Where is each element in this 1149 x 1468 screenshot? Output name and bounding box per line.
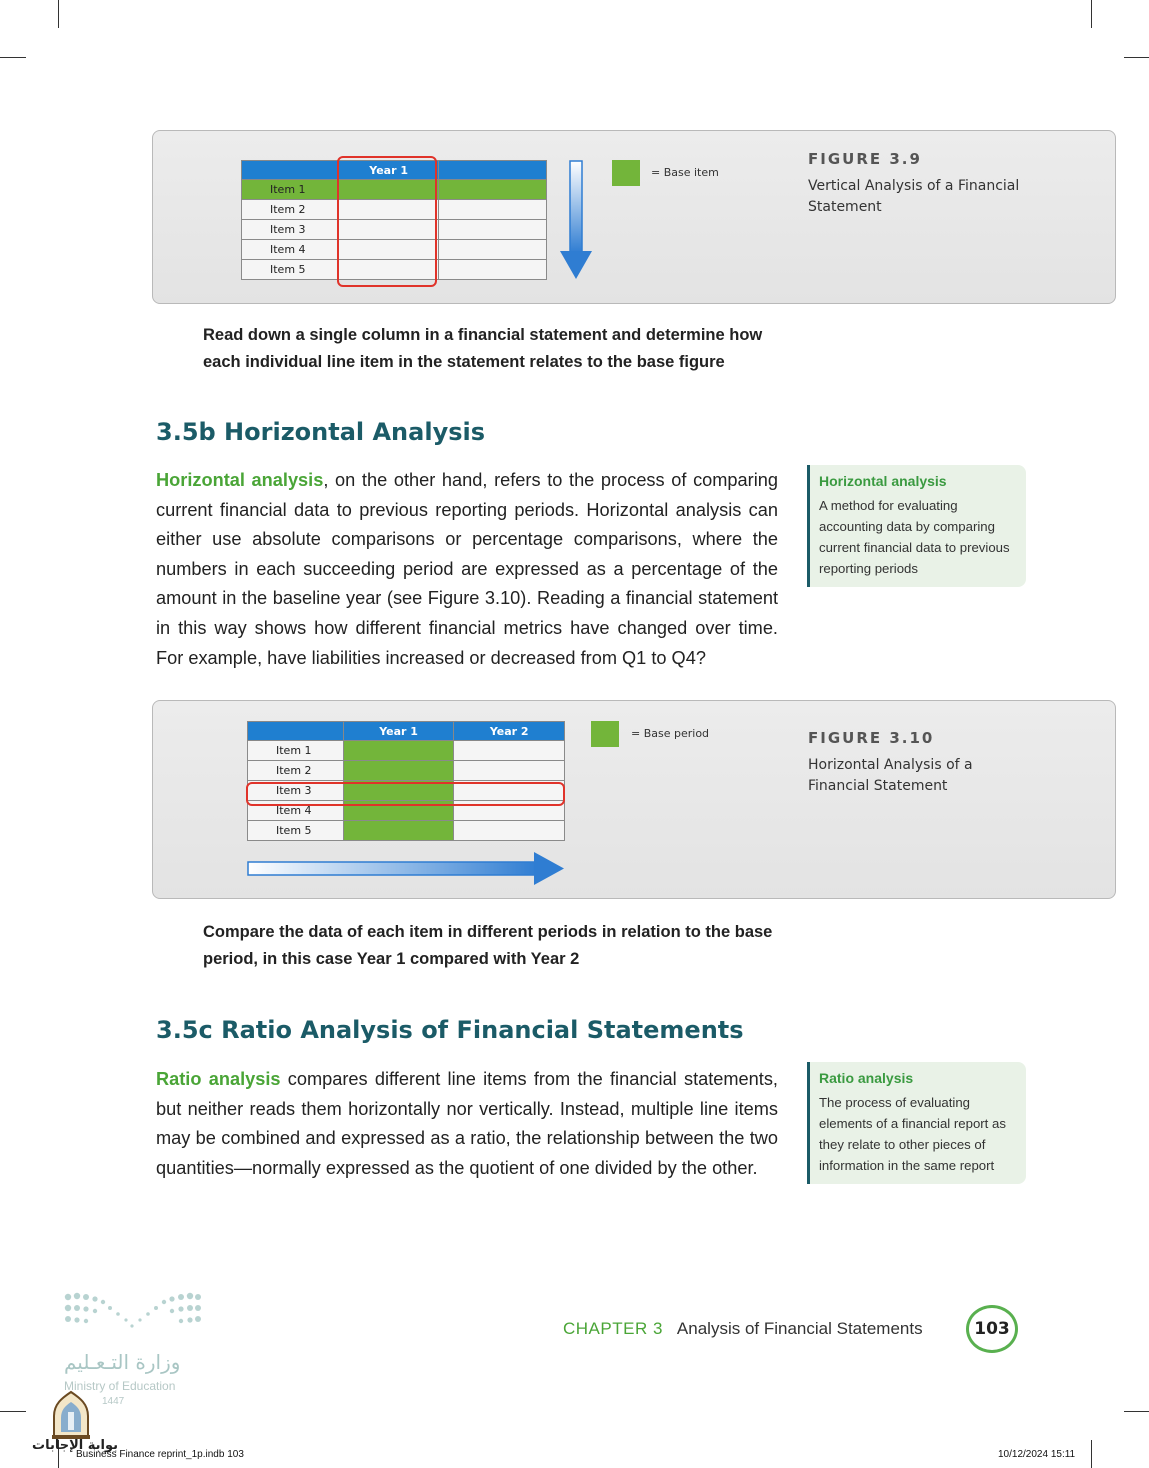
section-heading: 3.5c Ratio Analysis of Financial Statements — [156, 1016, 744, 1044]
page-number: 103 — [966, 1305, 1018, 1353]
row-label: Item 2 — [242, 200, 339, 220]
row-label: Item 3 — [248, 781, 344, 801]
definition-sidebar — [807, 1062, 1026, 1184]
lantern-logo-icon — [48, 1390, 94, 1440]
row-label: Item 1 — [248, 741, 344, 761]
table-row — [248, 741, 565, 761]
ministry-name-english: Ministry of Education — [64, 1379, 176, 1393]
table-cell — [439, 260, 547, 280]
definition-sidebar — [807, 465, 1026, 587]
figure-label: FIGURE 3.9 — [808, 150, 922, 168]
table-header-cell — [248, 722, 344, 741]
row-label: Item 4 — [242, 240, 339, 260]
paragraph-text: , on the other hand, refers to the process of comparing current financial data to previous reporting periods. Horizontal analysis can either use absolute comparisons or percentage comparisons, where the numbers in each succeeding period are expressed as a percentage of the amount in the baseline year (see Figure 3.10). Reading a financial statement in this way shows how different financial metrics have changed over time. For example, have liabilities increased or decreased from Q1 to Q4? — [156, 470, 778, 668]
figure-title: Vertical Analysis of a Financial Statement — [808, 178, 1020, 215]
section-heading: 3.5b Horizontal Analysis — [156, 418, 486, 446]
right-arrow-icon — [246, 851, 566, 887]
crop-mark — [0, 1411, 26, 1412]
table-cell — [439, 180, 547, 200]
base-period-swatch — [591, 721, 619, 747]
crop-mark — [1091, 0, 1092, 28]
crop-mark — [1091, 1440, 1092, 1468]
down-arrow-icon — [559, 159, 593, 281]
table-header-cell — [439, 161, 547, 180]
ministry-name-arabic: وزارة التـعـليم — [64, 1350, 181, 1374]
watermark-arabic: بوابة الإجابات — [32, 1438, 118, 1453]
table-cell — [439, 220, 547, 240]
body-paragraph — [156, 1065, 778, 1183]
figure-3-9-caption: Read down a single column in a financial statement and determine how each individual line item in the statement relates to the base figure — [203, 326, 763, 371]
table-cell — [454, 741, 565, 761]
row-label: Item 4 — [248, 801, 344, 821]
table-header-year1: Year 1 — [338, 161, 439, 180]
definition-title: Ratio analysis — [819, 1070, 914, 1086]
chapter-title: Analysis of Financial Statements — [676, 1319, 923, 1338]
row-label: Item 5 — [248, 821, 344, 841]
chapter-label: CHAPTER 3 — [563, 1319, 663, 1338]
table-cell — [454, 821, 565, 841]
ministry-year: 1447 — [102, 1396, 125, 1407]
crop-mark — [1124, 57, 1149, 58]
figure-title: Horizontal Analysis of a Financial Statement — [808, 757, 973, 794]
body-paragraph — [156, 466, 778, 673]
row-label: Item 5 — [242, 260, 339, 280]
print-slug-date: 10/12/2024 15:11 — [998, 1449, 1076, 1460]
base-period-label: = Base period — [631, 727, 710, 740]
base-item-label: = Base item — [651, 166, 719, 179]
row-highlight — [246, 782, 565, 806]
running-footer — [563, 1319, 923, 1339]
table-cell — [343, 761, 454, 781]
figure-3-9-panel — [152, 130, 1116, 304]
table-header-year2: Year 2 — [454, 722, 565, 741]
paragraph-text: compares different line items from the financial statements, but neither reads them horizontally nor vertically. Instead, multiple line items may be combined and expressed as a ratio, the relationship between the two quantities—normally expressed as the quotient of one divided by the other. — [156, 1069, 778, 1178]
figure-3-10-caption: Compare the data of each item in different periods in relation to the base period, in this case Year 1 compared with Year 2 — [203, 923, 773, 968]
definition-text: A method for evaluating accounting data by comparing current financial data to previous reporting periods — [819, 498, 1010, 576]
base-item-swatch — [612, 160, 640, 186]
figure-label: FIGURE 3.10 — [808, 729, 935, 747]
ministry-logo-icon — [62, 1290, 202, 1340]
table-cell — [439, 240, 547, 260]
row-label: Item 1 — [242, 180, 339, 200]
table-header-cell — [242, 161, 339, 180]
table-cell — [439, 200, 547, 220]
crop-mark — [1124, 1411, 1149, 1412]
horizontal-analysis-table — [247, 721, 565, 841]
key-term: Horizontal analysis — [156, 470, 324, 490]
table-row — [248, 821, 565, 841]
table-cell — [343, 741, 454, 761]
figure-3-10-panel — [152, 700, 1116, 899]
row-label: Item 2 — [248, 761, 344, 781]
key-term: Ratio analysis — [156, 1069, 281, 1089]
crop-mark — [58, 0, 59, 28]
definition-text: The process of evaluating elements of a financial report as they relate to other pieces of information in the same report — [819, 1095, 1006, 1173]
table-header-year1: Year 1 — [343, 722, 454, 741]
crop-mark — [0, 57, 26, 58]
table-row — [248, 761, 565, 781]
row-label: Item 3 — [242, 220, 339, 240]
column-highlight — [337, 156, 437, 287]
table-cell — [343, 821, 454, 841]
table-cell — [454, 761, 565, 781]
print-slug-file: Business Finance reprint_1p.indb 103 — [76, 1449, 244, 1460]
definition-title: Horizontal analysis — [819, 473, 947, 489]
